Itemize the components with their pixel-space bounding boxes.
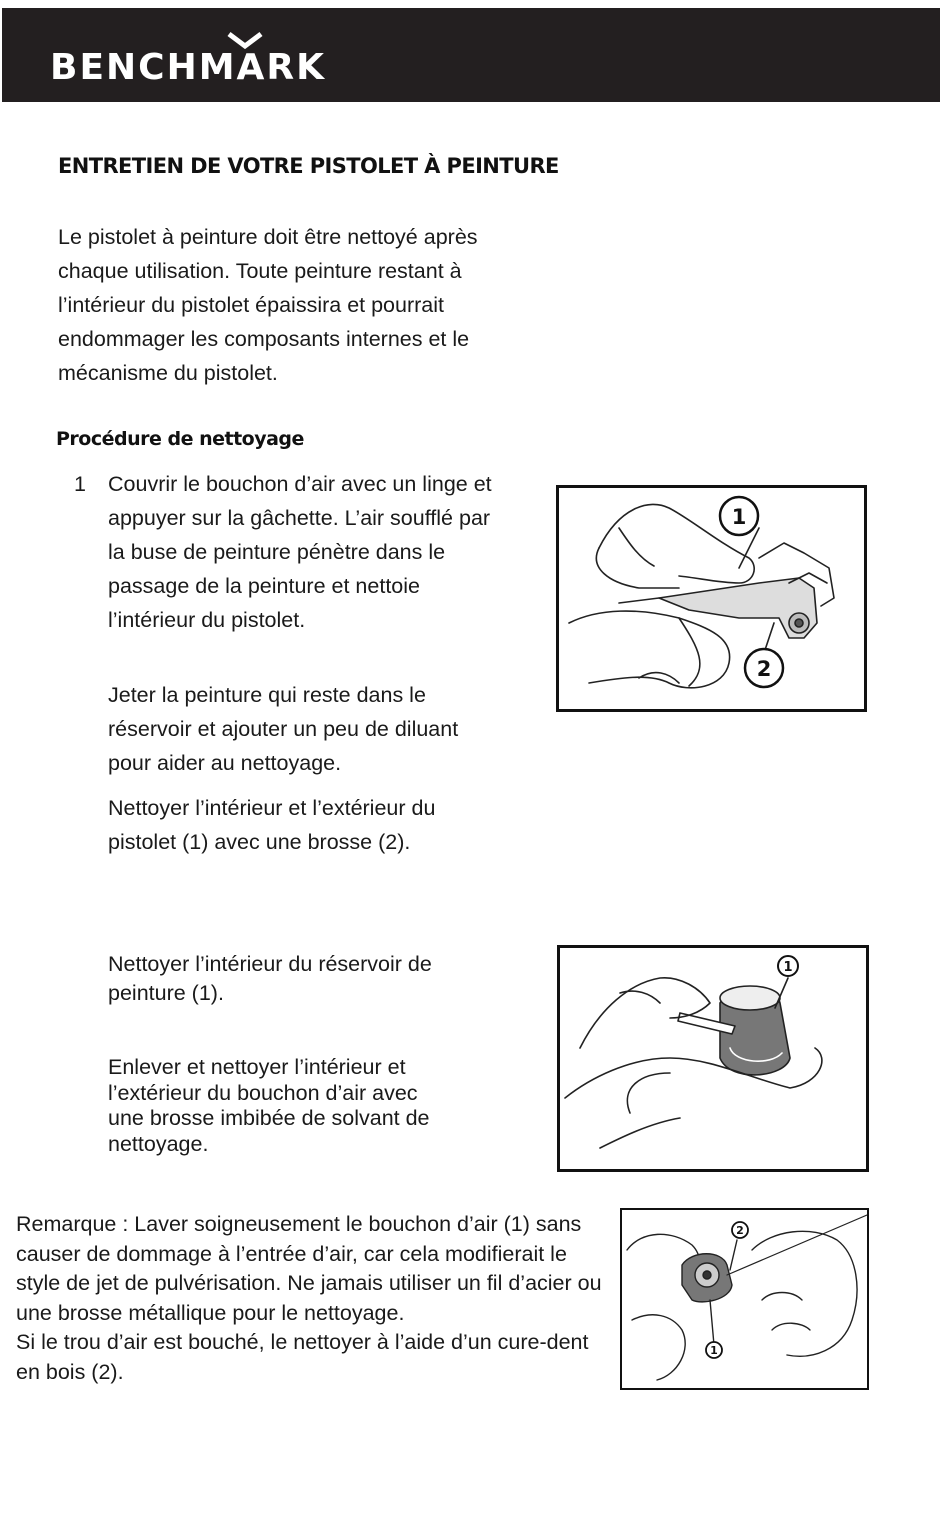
step-5-text: Enlever et nettoyer l’intérieur et l’extérieur du bouchon d’air avec une brosse imbibée de solvant de nettoyage. <box>108 1055 430 1156</box>
paint-cup-cleaning-illustration-icon <box>560 948 866 1169</box>
step-1-text: Couvrir le bouchon d’air avec un linge et appuyer sur la gâchette. L’air soufflé par la buse de peinture pénètre dans le passage de la peinture et nettoie l’intérieur du pistolet. <box>108 472 492 632</box>
note-paragraph: Remarque : Laver soigneusement le bouchon d’air (1) sans causer de dommage à l’entrée d’air, car cela modifierait le style de jet de pulvérisation. Ne jamais utiliser un fil d’acier ou une brosse métallique pour le nettoyage. Si le trou d’air est bouché, le nettoyer à l’aide d’un cure-dent en bois (2). <box>16 1212 602 1384</box>
intro-paragraph: Le pistolet à peinture doit être nettoyé après chaque utilisation. Toute peinture restant à l’intérieur du pistolet épaissira et pourrait endommager les composants internes et le mécanisme du pistolet. <box>58 225 478 385</box>
step-3-text: Nettoyer l’intérieur et l’extérieur du pistolet (1) avec une brosse (2). <box>108 796 436 854</box>
header-band <box>2 8 940 102</box>
step-2-text: Jeter la peinture qui reste dans le réservoir et ajouter un peu de diluant pour aider au nettoyage. <box>108 683 459 775</box>
procedure-subtitle: Procédure de nettoyage <box>56 428 304 450</box>
step-number: 1 <box>74 472 86 496</box>
fig2-callout-1: 1 <box>783 960 793 975</box>
fig3-callout-1: 1 <box>710 1344 718 1357</box>
spray-gun-brush-illustration-icon <box>559 488 864 709</box>
brand-logo <box>50 48 326 88</box>
figure-paint-cup <box>557 945 869 1172</box>
air-cap-toothpick-illustration-icon <box>622 1210 867 1388</box>
fig1-callout-2: 2 <box>756 657 772 681</box>
fig3-callout-2: 2 <box>736 1224 744 1237</box>
step-4-text: Nettoyer l’intérieur du réservoir de peinture (1). <box>108 952 432 1005</box>
brand-name: BENCHMARK <box>50 47 327 88</box>
page-title: ENTRETIEN DE VOTRE PISTOLET À PEINTURE <box>58 154 559 178</box>
figure-spray-gun <box>556 485 867 712</box>
logo-chevron-icon <box>227 32 263 52</box>
fig1-callout-1: 1 <box>731 505 747 529</box>
figure-air-cap <box>620 1208 869 1390</box>
